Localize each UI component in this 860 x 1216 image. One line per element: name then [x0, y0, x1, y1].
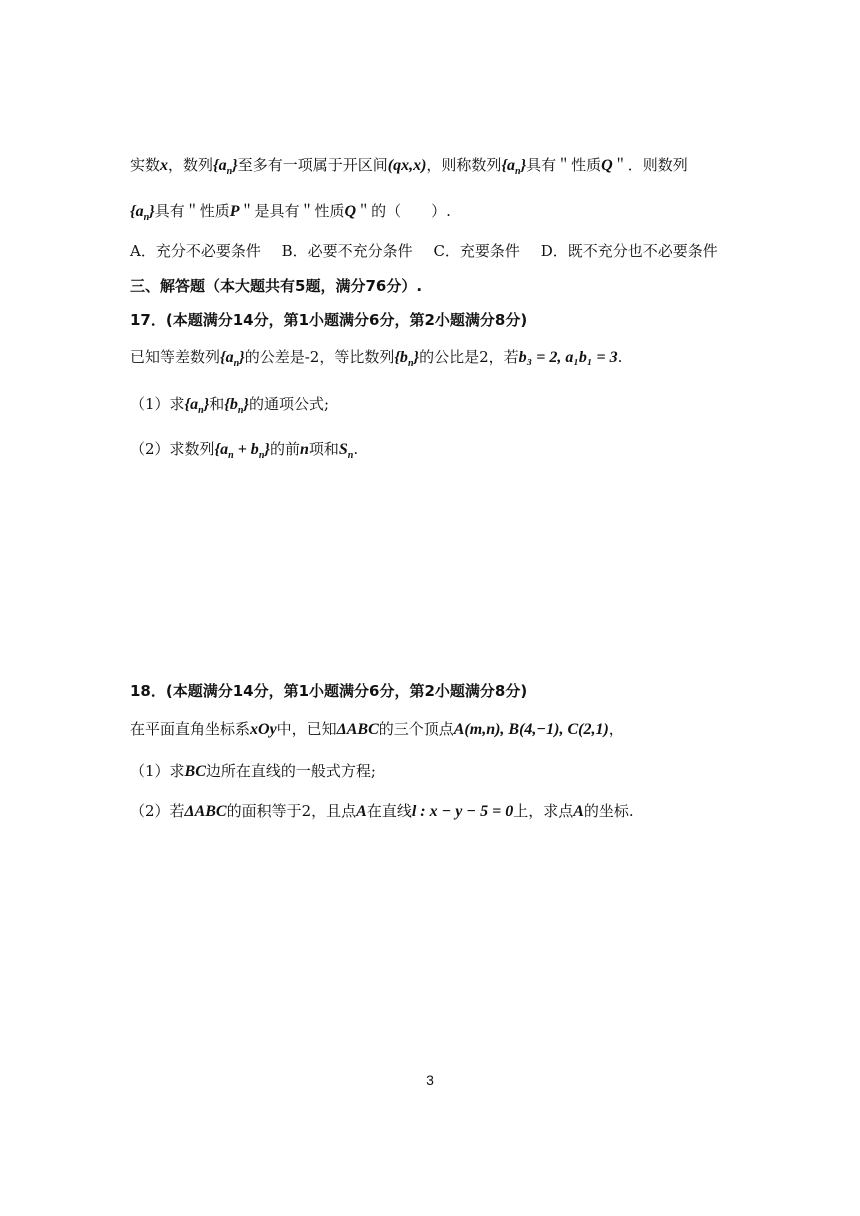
q18-part-1 [130, 760, 376, 783]
sequence-a: $\{a_n\}$ [213, 157, 238, 177]
q16-text: 具有＂性质 [154, 202, 230, 220]
line-equation: l : x − y − 5 = 0 [411, 803, 514, 820]
math-var: x [160, 157, 169, 174]
segment-bc: BC [184, 763, 206, 780]
math-var: n [299, 441, 309, 458]
option-a: A．充分不必要条件 [130, 242, 261, 260]
option-d: D．既不充分也不必要条件 [540, 242, 718, 260]
sequence-sum: $\{a_n + b_n\}$ [214, 441, 270, 461]
q18-text: 在平面直角坐标系 [130, 720, 251, 738]
property-q: Q [601, 157, 613, 174]
q18-text: （1）求 [130, 762, 185, 780]
triangle: ΔABC [184, 803, 227, 820]
q17-header: 17．(本题满分14分，第1小题满分6分，第2小题满分8分) [130, 311, 528, 329]
point-a: A [573, 803, 584, 820]
q17-text: 项和 [308, 440, 339, 458]
q18-text: 在直线 [366, 802, 412, 820]
q18-stem [130, 718, 624, 741]
sequence-a: $\{a_n\}$ [501, 157, 527, 177]
q16-text: 具有＂性质 [526, 156, 602, 174]
q16-text: ＂的（ ）. [356, 202, 451, 220]
q16-options [130, 240, 734, 262]
q18-header: 18．(本题满分14分，第1小题满分6分，第2小题满分8分) [130, 682, 528, 700]
q16-text: 至多有一项属于开区间 [237, 156, 388, 174]
sequence-a: $\{a_n\}$ [220, 349, 245, 369]
option-c: C．充要条件 [433, 242, 520, 260]
q18-text: 的三个顶点 [378, 720, 454, 738]
q18-text: ， [608, 720, 624, 738]
q17-text: 的公差是-2，等比数列 [244, 348, 395, 366]
q17-text: 的公比是2，若 [419, 348, 519, 366]
q16-text: ＂．则数列 [612, 156, 688, 174]
q17-text: 已知等差数列 [130, 348, 221, 366]
q17-text: （1）求 [130, 395, 185, 413]
q17-text: . [617, 348, 623, 366]
point-a: A [356, 803, 367, 820]
q16-text: ，数列 [168, 156, 214, 174]
option-b: B．必要不充分条件 [281, 242, 413, 260]
condition: b₃ = 2, a₁b₁ = 3 [518, 349, 618, 366]
q17-text: （2）求数列 [130, 440, 215, 458]
q16-text: 实数 [130, 156, 161, 174]
property-p: P [229, 203, 240, 220]
q17-text: 和 [209, 395, 225, 413]
q16-line-1 [130, 154, 688, 177]
sequence-b: $\{b_n\}$ [394, 349, 420, 369]
sum-s: $S_n$ [338, 441, 354, 461]
section-title: 三、解答题（本大题共有5题，满分76分）. [130, 277, 423, 295]
q18-text: 中，已知 [276, 720, 337, 738]
q17-text: 的前 [269, 440, 300, 458]
q17-stem [130, 346, 622, 369]
q18-text: （2）若 [130, 802, 185, 820]
q17-text: . [353, 440, 359, 458]
q18-text: 的坐标. [583, 802, 634, 820]
triangle: ΔABC [336, 721, 379, 738]
q16-line-2 [130, 200, 451, 223]
q17-text: 的通项公式; [249, 395, 330, 413]
q18-text: 上，求点 [513, 802, 574, 820]
page-number: 3 [426, 1072, 434, 1088]
q17-part-1 [130, 393, 329, 416]
q18-part-2 [130, 800, 634, 823]
sequence-b: $\{b_n\}$ [224, 396, 249, 416]
q17-part-2 [130, 438, 358, 461]
sequence-a: $\{a_n\}$ [184, 396, 210, 416]
q18-text: 的面积等于2，且点 [226, 802, 357, 820]
interval: (qx,x) [387, 157, 427, 174]
q18-text: 边所在直线的一般式方程; [205, 762, 376, 780]
property-q: Q [344, 203, 357, 220]
sequence-a: $\{a_n\}$ [130, 203, 155, 223]
vertices: A(m,n), B(4,−1), C(2,1) [453, 721, 609, 738]
q16-text: ，则称数列 [426, 156, 502, 174]
q16-text: ＂是具有＂性质 [239, 202, 345, 220]
math-var: xOy [250, 721, 277, 738]
